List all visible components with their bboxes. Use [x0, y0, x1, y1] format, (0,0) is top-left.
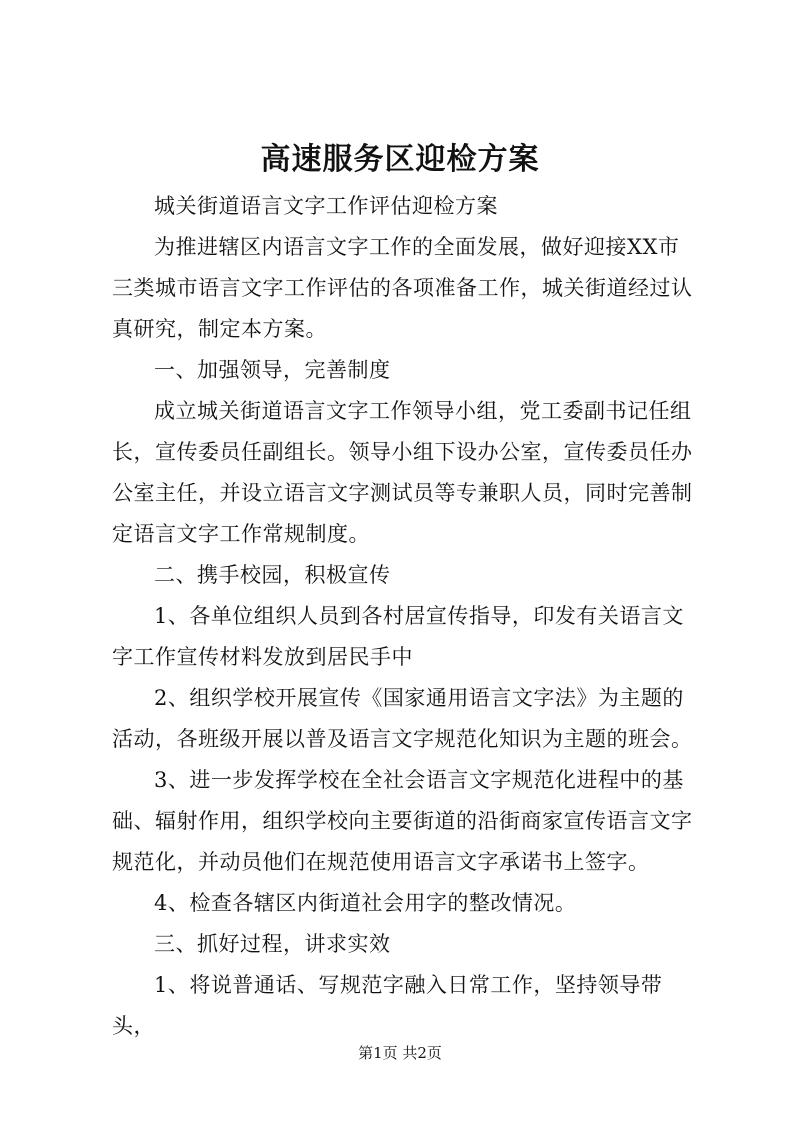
section-heading-2: 二、携手校园，积极宣传: [154, 563, 391, 587]
section-heading-1: 一、加强领导，完善制度: [154, 358, 391, 382]
paragraph-intro: 为推进辖区内语言文字工作的全面发展，做好迎接XX市三类城市语言文字工作评估的各项准备工作，城关街道经过认真研究，制定本方案。: [112, 235, 693, 341]
paragraph-item-2-4: 4、检查各辖区内街道社会用字的整改情况。: [154, 891, 577, 915]
paragraph-section-1: 成立城关街道语言文字工作领导小组，党工委副书记任组长，宣传委员任副组长。领导小组下设办公室，宣传委员任办公室主任，并设立语言文字测试员等专兼职人员，同时完善制定语言文字工作常规制度。: [112, 399, 693, 546]
paragraph-item-2-2: 2、组织学校开展宣传《国家通用语言文字法》为主题的活动，各班级开展以普及语言文字规范化知识为主题的班会。: [112, 686, 693, 751]
document-title: 高速服务区迎检方案: [260, 142, 540, 177]
paragraph-item-3-1: 1、将说普通话、写规范字融入日常工作，坚持领导带头，: [112, 973, 663, 1038]
section-heading-3: 三、抓好过程，讲求实效: [154, 932, 391, 956]
page-number-footer: 第1页 共2页: [358, 1044, 442, 1062]
paragraph-item-2-1: 1、各单位组织人员到各村居宣传指导，印发有关语言文字工作宣传材料发放到居民手中: [112, 604, 684, 669]
paragraph-subtitle: 城关街道语言文字工作评估迎检方案: [154, 194, 498, 218]
paragraph-item-2-3: 3、进一步发挥学校在全社会语言文字规范化进程中的基础、辐射作用，组织学校向主要街道的沿街商家宣传语言文字规范化，并动员他们在规范使用语言文字承诺书上签字。: [112, 768, 693, 874]
document-body: [112, 186, 700, 1047]
